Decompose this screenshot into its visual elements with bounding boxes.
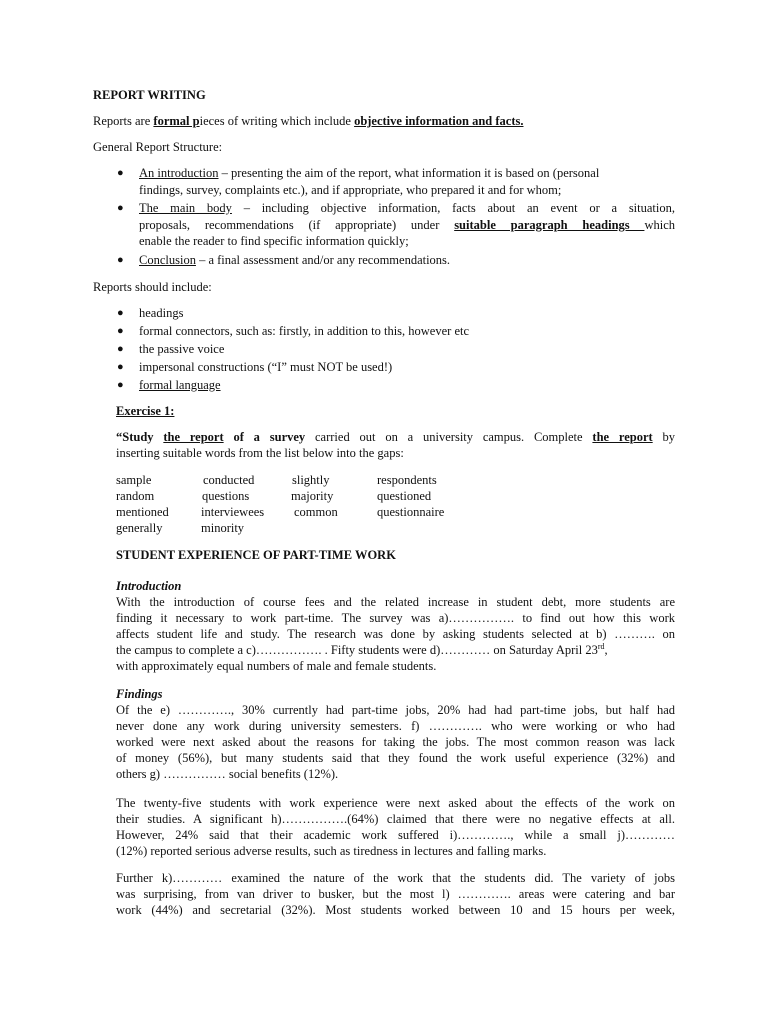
exercise-instr-by: by: [652, 430, 676, 444]
word-list-col1: [116, 472, 169, 536]
include-item: headings: [139, 306, 184, 320]
bullet-icon: ●: [117, 379, 124, 391]
bullet-icon: ●: [117, 307, 124, 319]
word-list-col2: [201, 472, 264, 536]
exercise-instruction-line2: inserting suitable words from the list below into the gaps:: [116, 446, 404, 460]
introduction-line: affects student life and study. The research was done by asking students selected at b) ………. on: [116, 627, 675, 641]
intro-objective: objective information and facts.: [354, 114, 524, 128]
include-item: formal connectors, such as: firstly, in addition to this, however etc: [139, 324, 470, 338]
structure-body-line2: [139, 217, 675, 233]
word-list-col3: [291, 472, 338, 520]
findings-p2-line: their studies. A significant h)…………….(64%) claimed that there were no negative effects at all.: [116, 812, 675, 826]
intro-sentence: [93, 113, 523, 129]
bullet-icon: ●: [117, 202, 124, 214]
exercise-instr-study: “Study: [116, 430, 164, 444]
structure-conclusion-term: Conclusion: [139, 253, 196, 267]
findings-p3-line: Further k)………… examined the nature of the work that the students did. The variety of jobs: [116, 871, 675, 885]
word-item: conducted: [203, 473, 255, 487]
structure-conclusion-text: – a final assessment and/or any recommendations.: [195, 253, 451, 267]
word-item: interviewees: [201, 505, 265, 519]
include-item: the passive voice: [139, 342, 225, 356]
word-item: questioned: [377, 489, 432, 503]
findings-p2-line: However, 24% said that their academic work suffered i)…………., while a small j)…………: [116, 828, 675, 842]
intro-formal: formal p: [153, 114, 200, 128]
bullet-icon: ●: [117, 361, 124, 373]
document-title: REPORT WRITING: [93, 88, 206, 102]
introduction-heading: Introduction: [116, 579, 182, 593]
structure-body-term: The main body: [139, 201, 232, 215]
findings-p1-line: Of the e) …………., 30% currently had part-time jobs, 20% had had part-time jobs, but half had: [116, 703, 675, 717]
exercise-instruction-line1: [116, 429, 675, 445]
word-item: generally: [116, 521, 163, 535]
structure-body-headings: suitable paragraph headings: [454, 218, 645, 232]
intro-mid: ieces of writing which include: [199, 114, 355, 128]
bullet-icon: ●: [117, 254, 124, 266]
structure-body-line1: [139, 200, 675, 216]
exercise-instr-report: the report: [163, 430, 224, 444]
structure-heading: General Report Structure:: [93, 140, 223, 154]
findings-p1-line: worked were next asked about the reasons for taking the jobs. The most common reason was lack: [116, 735, 675, 749]
findings-p3-line: work (44%) and secretarial (32%). Most students worked between 10 and 15 hours per week,: [116, 903, 675, 917]
introduction-line4-end: ,: [604, 643, 608, 657]
introduction-line: finding it necessary to work part-time. The survey was a)……………. to find out how this work: [116, 611, 675, 625]
structure-intro-text: – presenting the aim of the report, what information it is based on (personal: [218, 166, 600, 180]
word-item: common: [294, 505, 338, 519]
word-item: questionnaire: [377, 505, 445, 519]
findings-p3-line: was surprising, from van driver to busker, but the most l) …………. areas were catering and bar: [116, 887, 675, 901]
include-item: impersonal constructions (“I” must NOT be used!): [139, 360, 393, 374]
date-superscript: rd: [597, 641, 605, 651]
structure-intro-line1: [139, 165, 599, 181]
findings-p1-line: others g) …………… social benefits (12%).: [116, 767, 339, 781]
exercise-instr-report2: the report: [592, 430, 653, 444]
findings-heading: Findings: [116, 687, 163, 701]
introduction-line: With the introduction of course fees and the related increase in student debt, more students are: [116, 595, 675, 609]
word-item: mentioned: [116, 505, 169, 519]
word-item: majority: [291, 489, 334, 503]
bullet-icon: ●: [117, 343, 124, 355]
findings-p2-line: The twenty-five students with work experience were next asked about the effects of the work on: [116, 796, 675, 810]
word-item: respondents: [377, 473, 437, 487]
intro-pre: Reports are: [93, 114, 154, 128]
introduction-line: with approximately equal numbers of male and female students.: [116, 659, 437, 673]
word-item: sample: [116, 473, 152, 487]
word-item: minority: [201, 521, 245, 535]
word-item: random: [116, 489, 155, 503]
introduction-line4-text: the campus to complete a c)……………. . Fifty students were d)………… on Saturday April 23: [116, 643, 598, 657]
introduction-line-date: [116, 642, 608, 658]
bullet-icon: ●: [117, 167, 124, 179]
structure-conclusion: [139, 252, 450, 268]
word-list-col4: [377, 472, 444, 520]
word-item: questions: [202, 489, 250, 503]
findings-p2-line: (12%) reported serious adverse results, such as tiredness in lectures and falling marks.: [116, 844, 547, 858]
include-heading: Reports should include:: [93, 280, 212, 294]
bullet-icon: ●: [117, 325, 124, 337]
structure-body-text: – including objective information, facts about an event or a situation,: [231, 201, 675, 215]
exercise-instr-survey: of a survey: [223, 430, 306, 444]
include-item: formal language: [139, 378, 221, 392]
findings-p1-line: never done any work during university semesters. f) …………. who were working or who had: [116, 719, 675, 733]
structure-intro-term: An introduction: [139, 166, 219, 180]
structure-intro-line2: findings, survey, complaints etc.), and if appropriate, who prepared it and for whom;: [139, 183, 562, 197]
word-item: slightly: [292, 473, 330, 487]
structure-body-text2: proposals, recommendations (if appropriate) under: [139, 218, 455, 232]
structure-body-which: which: [644, 218, 675, 232]
exercise-title: Exercise 1:: [116, 404, 175, 418]
findings-p1-line: of money (56%), but many students said that they found the work useful experience (32%) and: [116, 751, 675, 765]
report-title: STUDENT EXPERIENCE OF PART-TIME WORK: [116, 548, 396, 562]
exercise-instr-text: carried out on a university campus. Complete: [305, 430, 593, 444]
structure-body-line3: enable the reader to find specific information quickly;: [139, 234, 409, 248]
